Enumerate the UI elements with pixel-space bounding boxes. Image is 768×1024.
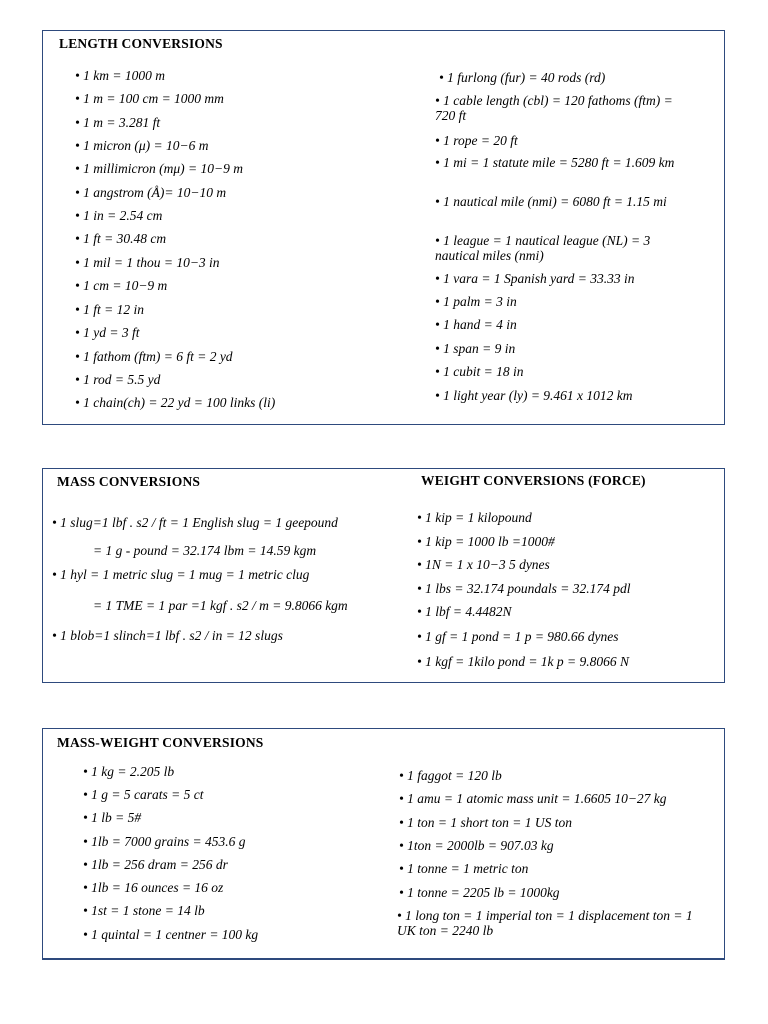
mass-item: = 1 TME = 1 par =1 kgf . s2 / m = 9.8066 kgm xyxy=(93,598,348,613)
mass-weight-item: • 1lb = 7000 grains = 453.6 g xyxy=(83,834,246,849)
mass-weight-item: • 1 kg = 2.205 lb xyxy=(83,764,175,779)
length-item: • 1 micron (μ) = 10−6 m xyxy=(75,138,209,153)
mass-weight-heading: MASS-WEIGHT CONVERSIONS xyxy=(57,735,264,750)
length-item: • 1 vara = 1 Spanish yard = 33.33 in xyxy=(435,271,635,286)
length-item: • 1 furlong (fur) = 40 rods (rd) xyxy=(439,70,606,85)
mass-weight-item: • 1 ton = 1 short ton = 1 US ton xyxy=(399,815,572,830)
mass-weight-item: • 1 long ton = 1 imperial ton = 1 displacement ton = 1 UK ton = 2240 lb xyxy=(397,908,693,938)
mass-weight-item: • 1ton = 2000lb = 907.03 kg xyxy=(399,838,554,853)
mass-item: = 1 g - pound = 32.174 lbm = 14.59 kgm xyxy=(93,543,317,558)
length-item: • 1 league = 1 nautical league (NL) = 3 nautical miles (nmi) xyxy=(435,233,651,263)
weight-heading: WEIGHT CONVERSIONS (FORCE) xyxy=(421,473,646,488)
length-conversions-box xyxy=(42,30,725,425)
mass-weight-item: • 1 g = 5 carats = 5 ct xyxy=(83,787,204,802)
length-item: • 1 span = 9 in xyxy=(435,341,516,356)
length-item: • 1 rod = 5.5 yd xyxy=(75,372,161,387)
mass-item: • 1 hyl = 1 metric slug = 1 mug = 1 metric clug xyxy=(52,567,310,582)
length-item: • 1 ft = 12 in xyxy=(75,302,144,317)
length-item: • 1 fathom (ftm) = 6 ft = 2 yd xyxy=(75,349,233,364)
length-item: • 1 ft = 30.48 cm xyxy=(75,231,167,246)
length-item: • 1 nautical mile (nmi) = 6080 ft = 1.15 mi xyxy=(435,194,667,209)
mass-weight-item: • 1st = 1 stone = 14 lb xyxy=(83,903,205,918)
length-item: • 1 m = 3.281 ft xyxy=(75,115,161,130)
mass-weight-item: • 1 quintal = 1 centner = 100 kg xyxy=(83,927,259,942)
length-item: • 1 cable length (cbl) = 120 fathoms (ftm) = 720 ft xyxy=(435,93,673,123)
length-item: • 1 in = 2.54 cm xyxy=(75,208,163,223)
weight-item: • 1 kip = 1 kilopound xyxy=(417,510,532,525)
length-item: • 1 yd = 3 ft xyxy=(75,325,140,340)
weight-item: • 1 gf = 1 pond = 1 p = 980.66 dynes xyxy=(417,629,619,644)
length-item: • 1 mil = 1 thou = 10−3 in xyxy=(75,255,220,270)
weight-item: • 1 kgf = 1kilo pond = 1k p = 9.8066 N xyxy=(417,654,630,669)
length-item: • 1 light year (ly) = 9.461 x 1012 km xyxy=(435,388,633,403)
mass-weight-conversions-box xyxy=(42,728,725,960)
mass-weight-item: • 1 tonne = 1 metric ton xyxy=(399,861,529,876)
length-item: • 1 angstrom (Å)= 10−10 m xyxy=(75,185,227,200)
weight-item: • 1 lbf = 4.4482N xyxy=(417,604,512,619)
length-item: • 1 mi = 1 statute mile = 5280 ft = 1.609 km xyxy=(435,155,675,170)
length-item: • 1 chain(ch) = 22 yd = 100 links (li) xyxy=(75,395,276,410)
length-item: • 1 hand = 4 in xyxy=(435,317,517,332)
mass-weight-item: • 1 amu = 1 atomic mass unit = 1.6605 10−27 kg xyxy=(399,791,667,806)
length-item: • 1 palm = 3 in xyxy=(435,294,517,309)
weight-item: • 1N = 1 x 10−3 5 dynes xyxy=(417,557,550,572)
length-heading: LENGTH CONVERSIONS xyxy=(59,36,223,51)
mass-item: • 1 blob=1 slinch=1 lbf . s2 / in = 12 slugs xyxy=(52,628,283,643)
length-item: • 1 millimicron (mμ) = 10−9 m xyxy=(75,161,243,176)
weight-item: • 1 lbs = 32.174 poundals = 32.174 pdl xyxy=(417,581,631,596)
weight-item: • 1 kip = 1000 lb =1000# xyxy=(417,534,555,549)
length-item: • 1 cubit = 18 in xyxy=(435,364,524,379)
mass-heading: MASS CONVERSIONS xyxy=(57,474,201,489)
mass-weight-item: • 1lb = 256 dram = 256 dr xyxy=(83,857,228,872)
mass-weight-force-box xyxy=(42,468,725,683)
mass-weight-item: • 1lb = 16 ounces = 16 oz xyxy=(83,880,224,895)
length-item: • 1 rope = 20 ft xyxy=(435,133,518,148)
length-item: • 1 km = 1000 m xyxy=(75,68,165,83)
mass-weight-item: • 1 faggot = 120 lb xyxy=(399,768,502,783)
length-item: • 1 cm = 10−9 m xyxy=(75,278,168,293)
mass-weight-item: • 1 tonne = 2205 lb = 1000kg xyxy=(399,885,560,900)
mass-item: • 1 slug=1 lbf . s2 / ft = 1 English slug = 1 geepound xyxy=(52,515,338,530)
length-item: • 1 m = 100 cm = 1000 mm xyxy=(75,91,224,106)
mass-weight-item: • 1 lb = 5# xyxy=(83,810,142,825)
